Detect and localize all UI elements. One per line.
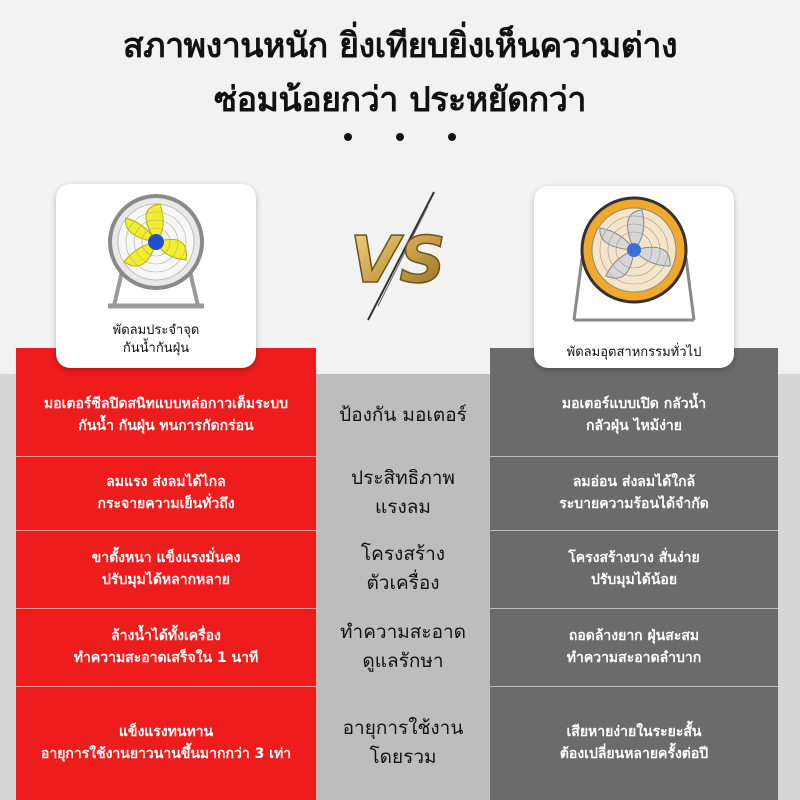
feature-column — [316, 374, 490, 800]
left-cell-line: ลมแรง ส่งลมได้ไกล — [106, 474, 226, 490]
feature-cell-line: ประสิทธิภาพ — [351, 467, 455, 489]
left-cell-text — [74, 625, 258, 669]
right-cell-2 — [490, 456, 778, 530]
row-divider — [16, 608, 316, 609]
right-cell-line: ปรับมุมได้น้อย — [590, 572, 678, 588]
right-cell-text — [567, 625, 702, 669]
right-cell-3 — [490, 530, 778, 608]
feature-cell-5 — [316, 686, 490, 800]
left-product-card — [56, 184, 256, 368]
feature-cell-text — [343, 714, 464, 772]
right-cell-line: ถอดล้างยาก ฝุ่นสะสม — [568, 628, 700, 644]
left-cell-line: กระจายความเย็นทั่วถึง — [97, 496, 235, 512]
right-cell-line: ลมอ่อน ส่งลมได้ใกล้ — [572, 474, 696, 490]
feature-cell-line: ป้องกัน มอเตอร์ — [339, 403, 467, 426]
vs-emblem — [338, 186, 458, 326]
right-cell-line: ต้องเปลี่ยนหลายครั้งต่อปี — [559, 746, 709, 762]
right-cell-5 — [490, 686, 778, 800]
right-product-label: พัดลมอุตสาหกรรมทั่วไป — [566, 345, 702, 360]
feature-cell-text — [340, 618, 466, 676]
feature-cell-line: โครงสร้าง — [360, 543, 446, 565]
feature-cell-line: ตัวเครื่อง — [366, 572, 440, 594]
feature-cell-2 — [316, 456, 490, 530]
left-cell-line: มอเตอร์ซีลปิดสนิทแบบหล่อกาวเต็มระบบ — [44, 396, 288, 412]
left-cell-3 — [16, 530, 316, 608]
left-cell-1 — [16, 374, 316, 456]
right-cell-line: เสียหายง่ายในระยะสั้น — [566, 724, 702, 740]
right-cell-text — [560, 721, 708, 765]
left-cell-line: ล้างน้ำได้ทั้งเครื่อง — [111, 628, 221, 644]
feature-cell-line: ดูแลรักษา — [362, 650, 444, 672]
dot — [396, 133, 404, 141]
right-product-column — [490, 348, 778, 800]
row-divider — [490, 456, 778, 457]
left-cell-line: ขาตั้งหนา แข็งแรงมั่นคง — [91, 550, 241, 566]
left-cell-line: แข็งแรงทนทาน — [118, 724, 214, 740]
right-cell-line: กลัวฝุ่น ไหม้ง่าย — [586, 418, 682, 434]
right-cell-line: ทำความสะอาดลำบาก — [566, 650, 702, 666]
feature-cell-1 — [316, 374, 490, 456]
industrial-fan-image — [534, 188, 734, 338]
row-divider — [16, 686, 316, 687]
feature-cell-line: โดยรวม — [369, 746, 437, 768]
left-product-column — [16, 348, 316, 800]
left-cell-2 — [16, 456, 316, 530]
feature-cell-text — [339, 401, 467, 430]
right-cell-line: ระบายความร้อนได้จำกัด — [559, 496, 709, 512]
feature-cell-3 — [316, 530, 490, 608]
feature-cell-line: แรงลม — [375, 496, 431, 518]
feature-cell-line: อายุการใช้งาน — [342, 717, 464, 739]
left-cell-text — [41, 721, 291, 765]
row-divider — [490, 686, 778, 687]
vs-text: VS — [350, 224, 446, 298]
left-cell-line: กันน้ำ กันฝุ่น ทนการกัดกร่อน — [78, 418, 254, 434]
right-cell-text — [562, 393, 706, 437]
left-cell-line: อายุการใช้งานยาวนานขึ้นมากกว่า 3 เท่า — [40, 746, 292, 762]
right-cell-1 — [490, 374, 778, 456]
headline-line-2: ซ่อมน้อยกว่า ประหยัดกว่า — [214, 80, 586, 120]
row-divider — [490, 530, 778, 531]
decorative-dots — [0, 126, 800, 145]
left-cell-text — [92, 547, 241, 591]
right-cell-line: โครงสร้างบาง สั่นง่าย — [568, 550, 700, 566]
left-cell-text — [44, 393, 288, 437]
left-product-label-1: พัดลมประจำจุด — [112, 323, 200, 338]
left-cell-line: ปรับมุมได้หลากหลาย — [102, 572, 230, 588]
headline-line-1: สภาพงานหนัก ยิ่งเทียบยิ่งเห็นความต่าง — [122, 26, 678, 66]
right-cell-line: มอเตอร์แบบเปิด กลัวน้ำ — [561, 396, 707, 412]
right-product-card — [534, 186, 734, 368]
right-cell-text — [568, 547, 699, 591]
left-cell-line: ทำความสะอาดเสร็จใน 1 นาที — [73, 650, 259, 666]
dot — [448, 133, 456, 141]
row-divider — [490, 608, 778, 609]
dot — [344, 133, 352, 141]
waterproof-fan-image — [56, 188, 256, 318]
feature-cell-text — [351, 464, 455, 522]
right-cell-text — [559, 471, 709, 515]
feature-cell-4 — [316, 608, 490, 686]
left-cell-5 — [16, 686, 316, 800]
left-product-label-2: กันน้ำกันฝุ่น — [122, 341, 190, 356]
right-cell-4 — [490, 608, 778, 686]
left-cell-4 — [16, 608, 316, 686]
left-cell-text — [97, 471, 234, 515]
row-divider — [16, 456, 316, 457]
feature-cell-line: ทำความสะอาด — [340, 621, 466, 643]
feature-cell-text — [361, 540, 445, 598]
row-divider — [16, 530, 316, 531]
